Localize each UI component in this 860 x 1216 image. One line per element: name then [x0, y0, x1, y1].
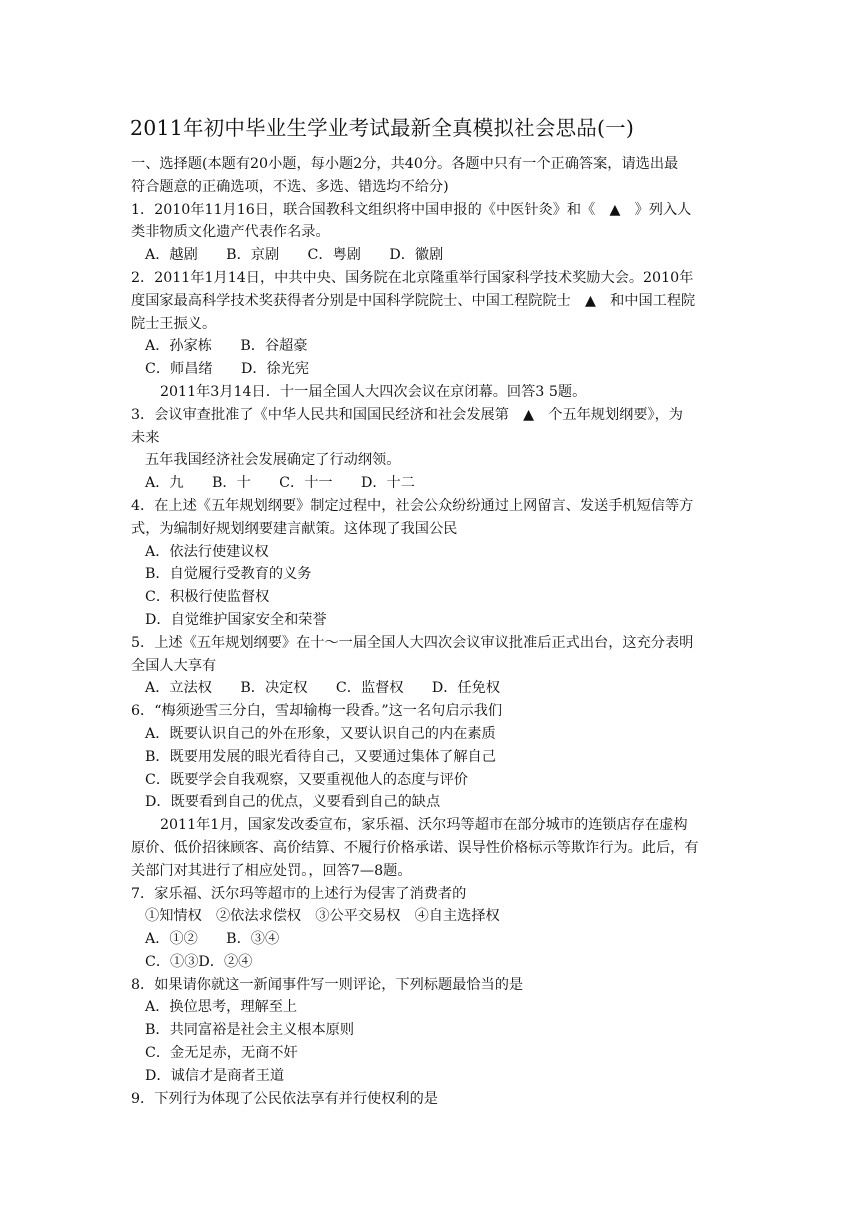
text-line: 全国人大享有: [131, 657, 217, 674]
text-line: 4．在上述《五年规划纲要》制定过程中，社会公众纷纷通过上网留言、发送手机短信等方: [131, 497, 694, 514]
text-line: C．金无足赤，无商不奸: [145, 1045, 298, 1062]
text-line: 6．“梅须逊雪三分白，雪却输梅一段香。”这一名句启示我们: [131, 703, 503, 720]
text-line: ①知情权 ②依法求偿权 ③公平交易权 ④自主选择权: [145, 908, 500, 925]
text-line: 式，为编制好规划纲要建言献策。这体现了我国公民: [131, 520, 458, 537]
text-line: D．自觉维护国家安全和荣誉: [145, 611, 327, 628]
text-line: 类非物质文化遗产代表作名录。: [131, 224, 330, 241]
text-line: A．既要认识自己的外在形象，又要认识自己的内在素质: [145, 725, 496, 742]
text-line: 3．会议审查批准了《中华人民共和国国民经济和社会发展第 ▲ 个五年规划纲要》，为: [131, 406, 683, 423]
text-line: 8．如果请你就这一新闻事件写一则评论，下列标题最恰当的是: [131, 976, 524, 993]
text-line: 2011年3月14日．十一届全国人大四次会议在京闭幕。回答3 5题。: [160, 383, 587, 400]
text-line: 1．2010年11月16日，联合国教科文组织将中国申报的《中医针灸》和《 ▲ 》列入人: [131, 201, 692, 218]
text-line: 原价、低价招徕顾客、高价结算、不履行价格承诺、误导性价格标示等欺诈行为。此后，有: [131, 839, 699, 856]
text-line: 度国家最高科学技术奖获得者分别是中国科学院院士、中国工程院院士 ▲ 和中国工程院: [131, 292, 696, 309]
text-line: 2．2011年1月14日，中共中央、国务院在北京隆重举行国家科学技术奖励大会。2010年: [131, 269, 694, 286]
text-line: 9．下列行为体现了公民依法享有并行使权利的是: [131, 1090, 438, 1107]
text-line: D．诚信才是商者王道: [145, 1067, 285, 1084]
text-line: 5．上述《五年规划纲要》在十～一届全国人大四次会议审议批准后正式出台，这充分表明: [131, 634, 694, 651]
text-line: B．共同富裕是社会主义根本原则: [145, 1022, 355, 1039]
page-title: 2011年初中毕业生学业考试最新全真模拟社会思品(一): [130, 116, 635, 140]
text-line: C．积极行使监督权: [145, 589, 270, 606]
text-line: A．孙家栋 B．谷超豪: [145, 338, 308, 355]
text-line: A．①② B．③④: [145, 931, 280, 948]
text-line: A．越剧 B．京剧 C．粤剧 D．徽剧: [145, 247, 444, 264]
text-line: D．既要看到自己的优点，义要看到自己的缺点: [145, 794, 441, 811]
text-line: 关部门对其进行了相应处罚。，回答7—8题。: [131, 862, 412, 879]
text-line: C．师昌绪 D．徐光宪: [145, 361, 310, 378]
text-line: A．立法权 B．决定权 C．监督权 D．任免权: [145, 680, 501, 697]
text-line: A．依法行使建议权: [145, 543, 269, 560]
text-line: B．既要用发展的眼光看待自己，又要通过集体了解自己: [145, 748, 496, 765]
text-line: A．九 B．十 C．十一 D．十二: [145, 475, 415, 492]
text-line: C．既要学会自我观察，又要重视他人的态度与评价: [145, 771, 468, 788]
document-body: [131, 153, 733, 1110]
text-line: 2011年1月，国家发改委宣布，家乐福、沃尔玛等超市在部分城市的连锁店存在虚构: [160, 817, 688, 834]
text-line: 一、选择题(本题有20小题，每小题2分，共40分。各题中只有一个正确答案，请选出最: [131, 156, 679, 172]
text-line: C．①③D．②④: [145, 953, 253, 970]
text-line: B．自觉履行受教育的义务: [145, 566, 312, 583]
text-line: 未来: [131, 429, 160, 446]
text-line: 院士王振义。: [131, 315, 217, 332]
text-line: 7．家乐福、沃尔玛等超市的上述行为侵害了消费者的: [131, 885, 467, 902]
text-line: 符合题意的正确选项，不选、多选、错选均不给分): [131, 178, 449, 195]
text-line: 五年我国经济社会发展确定了行动纲领。: [145, 452, 401, 469]
text-line: A．换位思考，理解至上: [145, 999, 298, 1016]
